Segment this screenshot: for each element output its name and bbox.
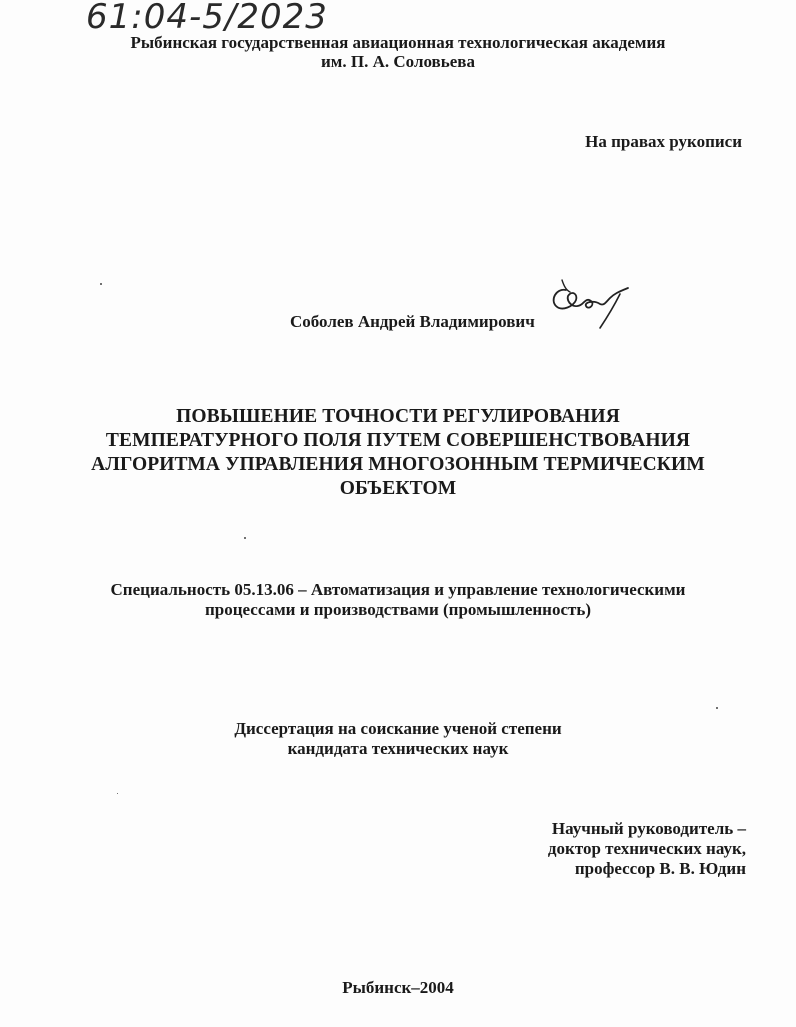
- supervisor-line-2: доктор технических наук,: [547, 839, 746, 858]
- institution-named-after: им. П. А. Соловьева: [321, 52, 475, 71]
- supervisor-line-3: профессор В. В. Юдин: [574, 859, 746, 878]
- degree-line-2: кандидата технических наук: [287, 739, 509, 758]
- institution-name: Рыбинская государственная авиационная технологическая академия: [130, 33, 666, 52]
- author-signature: [548, 276, 632, 338]
- title-line-2: ТЕМПЕРАТУРНОГО ПОЛЯ ПУТЕМ СОВЕРШЕНСТВОВАНИЯ: [105, 430, 691, 451]
- supervisor-line-1: Научный руководитель –: [551, 819, 746, 838]
- handwritten-registration-code: 61:04-5/2023: [86, 0, 328, 37]
- title-line-4: ОБЪЕКТОМ: [339, 478, 457, 499]
- scan-speck: [100, 283, 102, 285]
- title-line-3: АЛГОРИТМА УПРАВЛЕНИЯ МНОГОЗОННЫМ ТЕРМИЧЕСКИМ: [91, 454, 705, 475]
- title-line-1: ПОВЫШЕНИЕ ТОЧНОСТИ РЕГУЛИРОВАНИЯ: [176, 406, 620, 427]
- manuscript-note: На правах рукописи: [585, 132, 742, 151]
- scan-speck: [117, 793, 118, 794]
- scan-speck: [716, 707, 718, 709]
- specialty-line-2: процессами и производствами (промышленность): [204, 600, 592, 619]
- degree-line-1: Диссертация на соискание ученой степени: [234, 719, 562, 738]
- city-year: Рыбинск–2004: [342, 978, 454, 997]
- specialty-line-1: Специальность 05.13.06 – Автоматизация и управление технологическими: [110, 580, 686, 599]
- author-name: Соболев Андрей Владимирович: [290, 312, 535, 331]
- scan-speck: [244, 537, 246, 539]
